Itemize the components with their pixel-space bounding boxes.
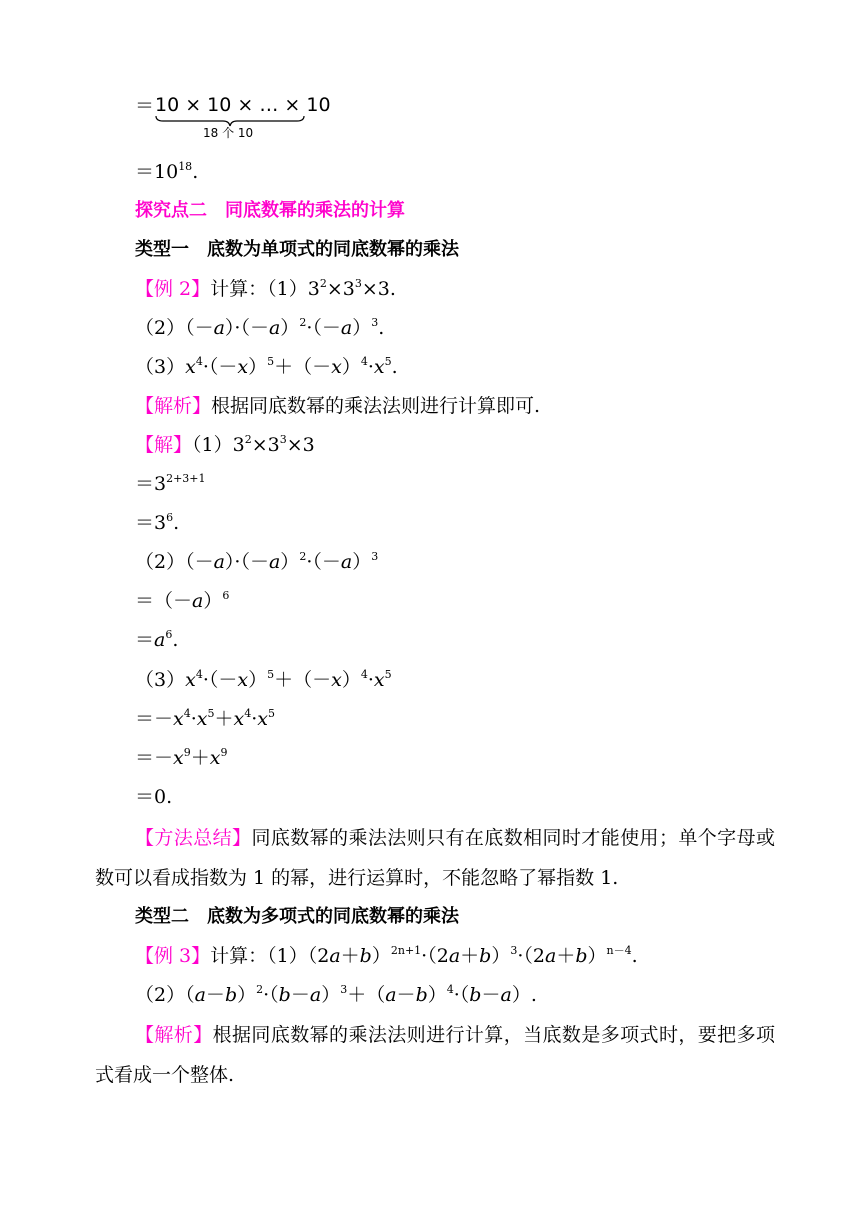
- solution-3-step-1: $=-x^4\cdot x^5+x^4\cdot x^5$: [135, 707, 275, 730]
- equals-line-2: $=10^{18}$.: [135, 160, 199, 183]
- solution-2-question: $(2)(-a)\cdot(-a)^2\cdot(-a)^3$: [135, 550, 379, 573]
- solution-tag: 【解】: [135, 434, 193, 456]
- solution-1-step-2: $=3^6$.: [135, 511, 180, 534]
- analysis-2: 【解析】根据同底数幂的乘法法则进行计算，当底数是多项式时，要把多项式看成一个整体.: [95, 1024, 775, 1086]
- solution-3-step-3: ＝0.: [135, 786, 173, 808]
- section-title: 探究点二 同底数幂的乘法的计算: [135, 200, 405, 221]
- solution-1-step-1: $=3^{2+3+1}$: [135, 472, 206, 495]
- type-two-heading: 类型二 底数为多项式的同底数幂的乘法: [135, 906, 459, 927]
- brace-expression: 10 × 10 × … × 10: [155, 94, 331, 116]
- equals-sign: ＝: [135, 95, 155, 117]
- example-3-line: 【例 3】计算：$(1)(2a+b)^{2n+1}\cdot(2a+b)^3\cdot(2a+b)^{n-4}$.: [135, 944, 638, 967]
- example-3-part-2: $(2)(a-b)^2\cdot(b-a)^3+(a-b)^4\cdot(b-a)$.: [135, 983, 537, 1006]
- equals-line-1: [135, 94, 154, 118]
- method-summary: 【方法总结】同底数幂的乘法法则只有在底数相同时才能使用；单个字母或数可以看成指数为 1 的幂，进行运算时，不能忽略了幂指数 1.: [95, 827, 775, 889]
- brace-label: 18 个 10: [203, 126, 254, 140]
- solution-2-step-2: $=a^6$.: [135, 628, 179, 651]
- underbrace-expression: [155, 94, 331, 140]
- analysis-2-tag: 【解析】: [135, 1024, 213, 1046]
- example-2-part-3: $(3)x^4\cdot(-x)^5+(-x)^4\cdot x^5$.: [135, 355, 398, 378]
- solution-2-step-1: $=(-a)^6$: [135, 589, 230, 612]
- example-3-tag: 【例 3】: [135, 945, 211, 967]
- solution-line: 【解】$(1)3^2\times 3^3\times 3$: [135, 433, 315, 456]
- analysis-1: 【解析】根据同底数幂的乘法法则进行计算即可.: [135, 395, 541, 417]
- example-2-tag: 【例 2】: [135, 278, 211, 300]
- solution-3-step-2: $=-x^9+x^9$: [135, 746, 228, 769]
- example-2-part-2: $(2)(-a)\cdot(-a)^2\cdot(-a)^3$.: [135, 316, 385, 339]
- method-summary-tag: 【方法总结】: [135, 827, 252, 849]
- example-2-line: 【例 2】计算：$(1)3^2\times 3^3\times 3$.: [135, 277, 396, 300]
- type-one-heading: 类型一 底数为单项式的同底数幂的乘法: [135, 239, 459, 260]
- analysis-tag: 【解析】: [135, 395, 212, 417]
- solution-3-question: $(3)x^4\cdot(-x)^5+(-x)^4\cdot x^5$: [135, 668, 392, 691]
